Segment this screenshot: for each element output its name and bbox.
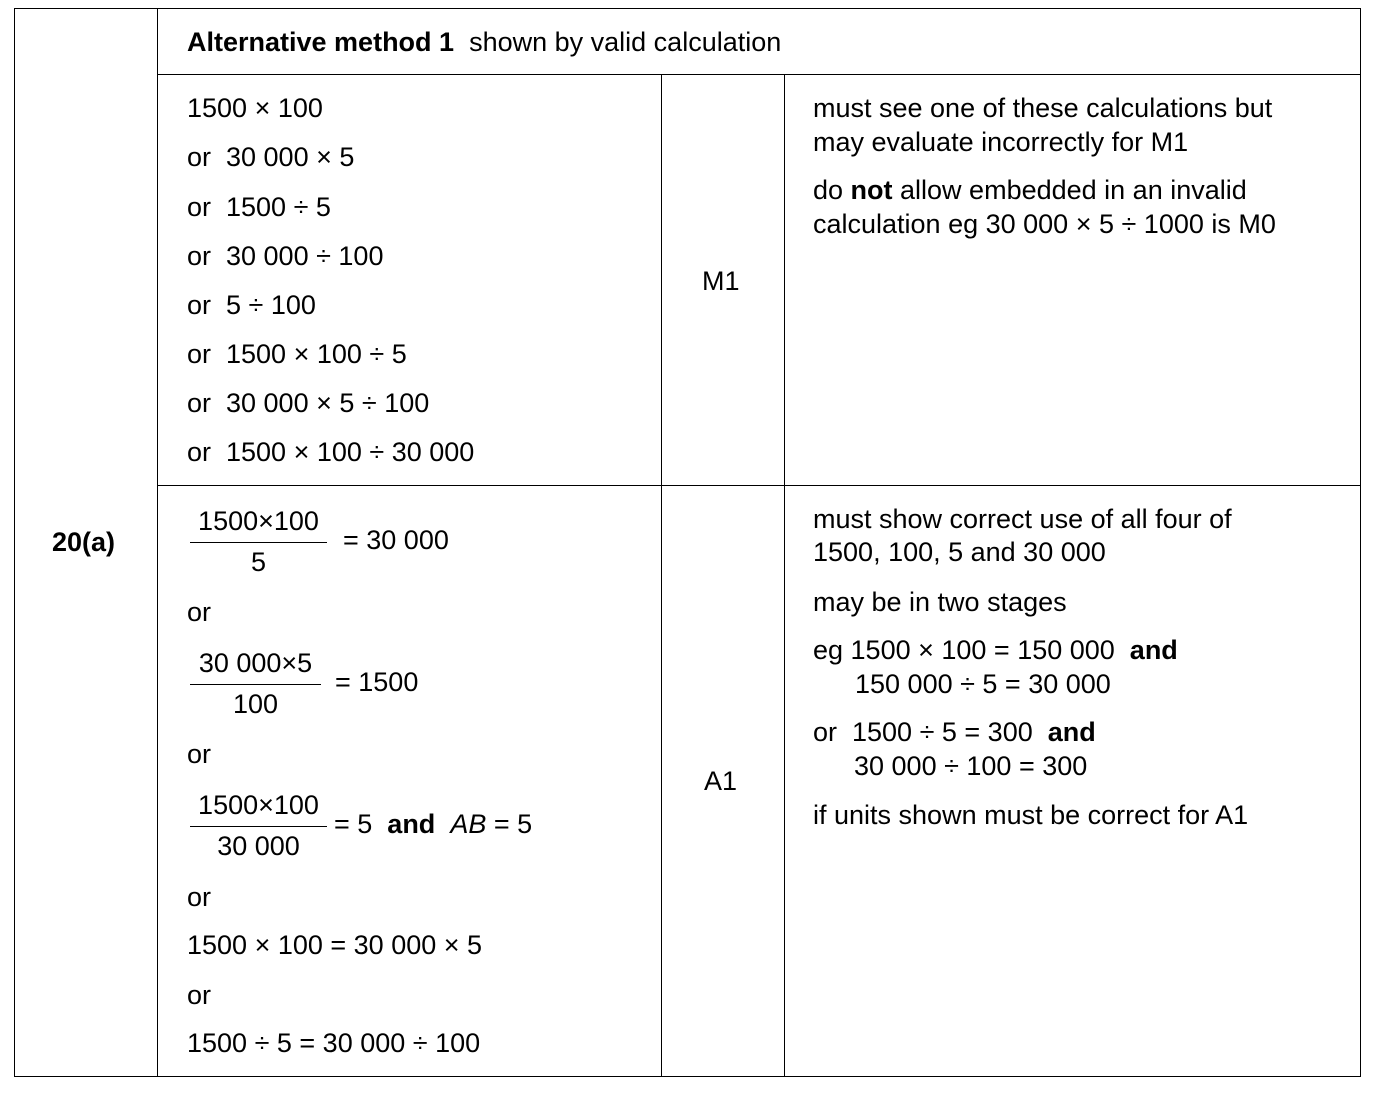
- and-keyword: and: [387, 809, 436, 839]
- a1-guidance-line: 150 000 ÷ 5 = 30 000: [855, 669, 1111, 699]
- m1-line: or 30 000 ÷ 100: [187, 241, 384, 271]
- fraction-2: [190, 648, 321, 720]
- table-border-right: [1360, 8, 1361, 1077]
- a1-guidance-line: must show correct use of all four of: [813, 504, 1232, 534]
- m1-guidance-text: do: [813, 175, 851, 205]
- a1-guidance-line: may be in two stages: [813, 587, 1067, 617]
- column-divider-mark-right: [784, 74, 785, 1077]
- table-border-left: [14, 8, 15, 1077]
- and-keyword: and: [1047, 717, 1096, 747]
- fraction-3-result: [334, 811, 532, 838]
- or-separator: or: [187, 980, 212, 1010]
- example-text: or 1500 ÷ 5 = 300: [813, 717, 1048, 747]
- m1-guidance-line: may evaluate incorrectly for M1: [813, 127, 1189, 157]
- a1-guidance-line: 1500, 100, 5 and 30 000: [813, 537, 1106, 567]
- a1-guidance-example: [813, 637, 1178, 664]
- m1-line: or 1500 × 100 ÷ 30 000: [187, 437, 475, 467]
- fraction-denominator: 5: [250, 547, 267, 577]
- and-keyword: and: [1129, 635, 1178, 665]
- fraction-numerator: 1500×100: [198, 506, 319, 536]
- a1-line: 1500 ÷ 5 = 30 000 ÷ 100: [187, 1028, 481, 1058]
- header-row-divider: [157, 74, 1361, 75]
- m1-mark: M1: [702, 266, 740, 296]
- a1-guidance-line: 30 000 ÷ 100 = 300: [854, 751, 1088, 781]
- or-separator: or: [187, 597, 212, 627]
- m1-line: or 30 000 × 5 ÷ 100: [187, 388, 430, 418]
- fraction-denominator: 30 000: [217, 831, 300, 861]
- m1-line: 1500 × 100: [187, 93, 323, 123]
- m1-line: or 1500 × 100 ÷ 5: [187, 339, 407, 369]
- result-text: = 5: [486, 809, 533, 839]
- a1-mark: A1: [704, 766, 738, 796]
- fraction-bar: [190, 826, 327, 827]
- m1-line: or 5 ÷ 100: [187, 290, 316, 320]
- fraction-1: [190, 506, 327, 578]
- or-separator: or: [187, 882, 212, 912]
- question-number: 20(a): [52, 527, 116, 557]
- m1-line: or 30 000 × 5: [187, 142, 355, 172]
- fraction-2-result: = 1500: [335, 667, 419, 697]
- fraction-bar: [190, 542, 327, 543]
- method-header: [187, 29, 781, 56]
- a1-guidance-example: [813, 719, 1096, 746]
- column-divider-question: [157, 8, 158, 1077]
- m1-guidance-line: must see one of these calculations but: [813, 93, 1273, 123]
- m1-guidance-emphasis: not: [850, 175, 893, 205]
- table-border-top: [14, 8, 1361, 9]
- table-border-bottom: [14, 1076, 1361, 1077]
- example-text: eg 1500 × 100 = 150 000: [813, 635, 1130, 665]
- m1-line: or 1500 ÷ 5: [187, 192, 331, 222]
- fraction-3: [190, 790, 327, 862]
- fraction-numerator: 30 000×5: [198, 648, 313, 678]
- fraction-denominator: 100: [232, 689, 279, 719]
- a1-guidance-line: if units shown must be correct for A1: [813, 800, 1249, 830]
- m1-guidance-text: allow embedded in an invalid: [892, 175, 1247, 205]
- m1-guidance-not-allowed: [813, 177, 1247, 204]
- result-text: = 5: [334, 809, 388, 839]
- or-separator: or: [187, 739, 212, 769]
- fraction-1-result: = 30 000: [343, 525, 449, 555]
- column-divider-mark-left: [661, 74, 662, 1077]
- m1-guidance-line: calculation eg 30 000 × 5 ÷ 1000 is M0: [813, 209, 1276, 239]
- m1-a1-row-divider: [157, 485, 1361, 486]
- fraction-numerator: 1500×100: [198, 790, 319, 820]
- fraction-bar: [190, 684, 321, 685]
- method-title: Alternative method 1: [187, 27, 455, 57]
- a1-line: 1500 × 100 = 30 000 × 5: [187, 930, 483, 960]
- method-note: shown by valid calculation: [469, 27, 782, 57]
- ab-variable: AB: [450, 809, 487, 839]
